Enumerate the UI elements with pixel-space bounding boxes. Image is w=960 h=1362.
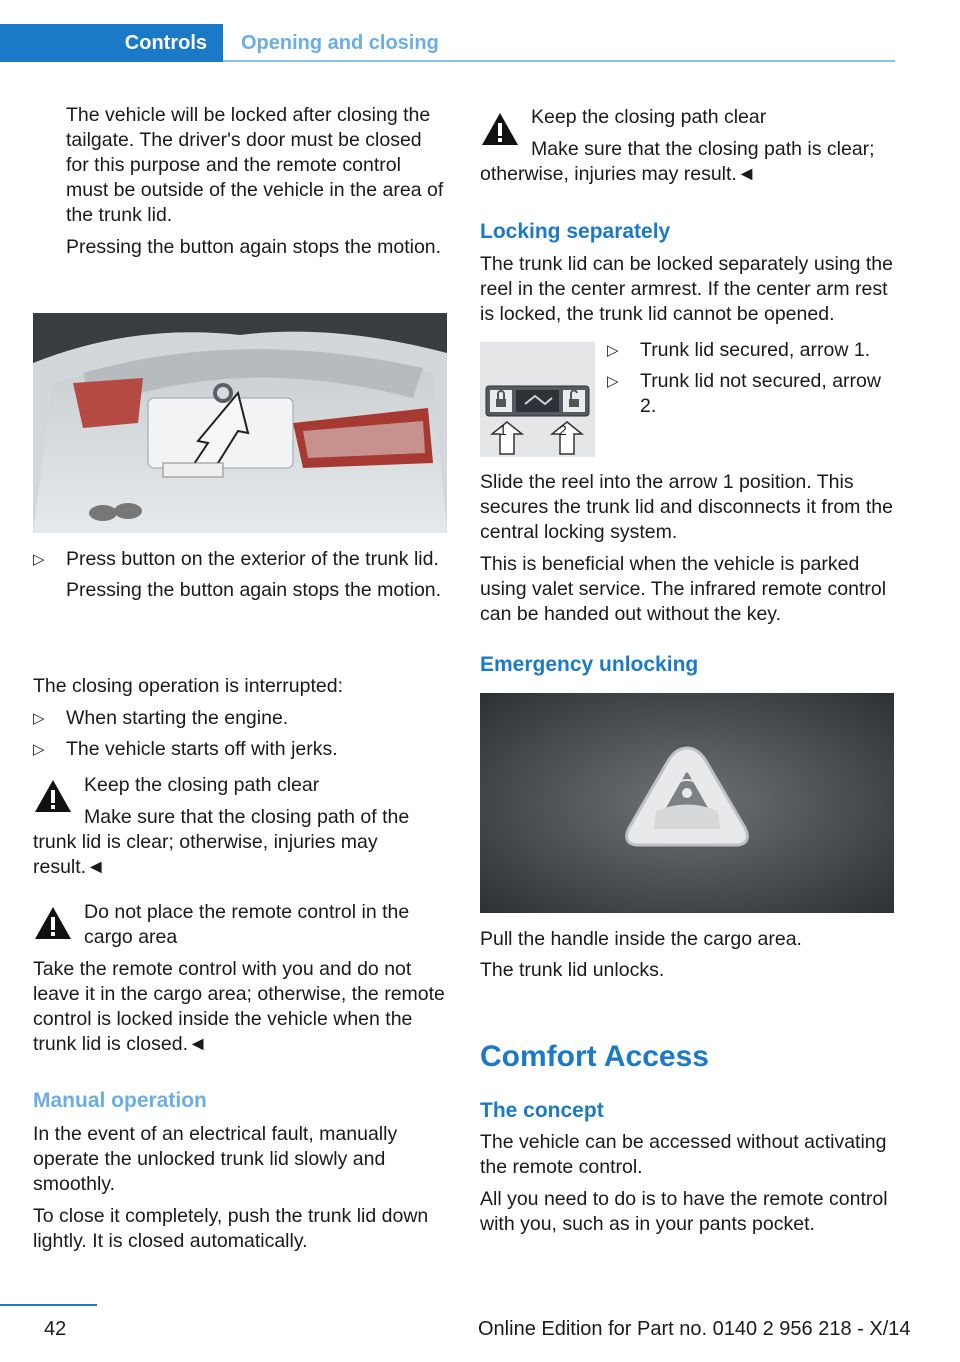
concept-paragraph-1: The vehicle can be accessed without activating the remote control. [480,1131,887,1178]
bullet-trunk-secured: ▷ Trunk lid secured, arrow 1. [607,339,871,361]
right-warning-body: Make sure that the closing path is clear; otherwise, injuries may result.◄ [480,138,875,185]
bullet-triangle-icon: ▷ [33,551,45,568]
warning2-title: Do not place the remote control in the cargo area [84,901,410,948]
locking-paragraph: The trunk lid can be locked separately using the reel in the center armrest. If the center arm rest is locked, the trunk lid cannot be opened. [480,253,893,325]
trunk-button-photo [33,313,447,533]
header-rule [223,60,895,62]
heading-manual-operation: Manual operation [33,1089,207,1112]
heading-locking-separately: Locking separately [480,220,671,243]
warning1-body: Make sure that the closing path of the trunk lid is clear; otherwise, injuries may result.◄ [33,806,410,878]
warning2-body: Take the remote control with you and do not leave it in the cargo area; otherwise, the remote control is locked inside the vehicle when the trunk lid is closed.◄ [33,958,445,1055]
pull-handle-paragraph: Pull the handle inside the cargo area. [480,928,802,950]
bullet-triangle-icon: ▷ [607,373,619,390]
arrow-label-1: 1 [499,422,507,438]
bullet-press-button: ▷ Press button on the exterior of the trunk lid. Pressing the button again stops the motion. [33,548,442,601]
valet-paragraph: This is beneficial when the vehicle is parked using valet service. The infrared remote control can be handed out without the key. [480,553,887,625]
footer-rule [0,1304,97,1306]
right-warning-title: Keep the closing path clear [531,106,767,128]
emergency-handle-illustration [480,693,894,913]
warning-icon [33,905,73,941]
bullet-starts-jerks: ▷ The vehicle starts off with jerks. [33,738,338,760]
page-number: 42 [44,1318,67,1340]
warning1-title: Keep the closing path clear [84,774,320,796]
concept-paragraph-2: All you need to do is to have the remote control with you, such as in your pants pocket. [480,1188,888,1235]
heading-comfort-access: Comfort Access [480,1040,709,1073]
slide-paragraph: Slide the reel into the arrow 1 position. This secures the trunk lid and disconnects it from the central locking system. [480,471,893,543]
reel-lock-image [480,342,595,457]
bullet-triangle-icon: ▷ [33,741,45,758]
intro-paragraph: The vehicle will be locked after closing the tailgate. The driver's door must be closed for this purpose and the remote control must be outside of the vehicle in the area of the trunk lid. [66,104,444,226]
trunk-illustration [33,313,447,533]
manual-paragraph-2: To close it completely, push the trunk lid down lightly. It is closed automatically. [33,1205,429,1252]
bullet-trunk-not-secured: ▷ Trunk lid not secured, arrow 2. [607,370,881,417]
heading-the-concept: The concept [480,1099,604,1122]
intro-stop-paragraph: Pressing the button again stops the motion. [66,236,442,258]
arrow-label-2: 2 [559,422,567,438]
manual-paragraph-1: In the event of an electrical fault, manually operate the unlocked trunk lid slowly and smoothly. [33,1123,398,1195]
bullet-starting-engine: ▷ When starting the engine. [33,707,289,729]
heading-emergency-unlocking: Emergency unlocking [480,653,699,676]
bullet-triangle-icon: ▷ [33,710,45,727]
emergency-handle-photo [480,693,894,913]
section-tab-controls[interactable]: Controls [0,24,223,62]
interrupted-intro: The closing operation is interrupted: [33,675,344,697]
trunk-unlocks-paragraph: The trunk lid unlocks. [480,959,665,981]
footer-edition: Online Edition for Part no. 0140 2 956 218 - X/14 [478,1318,911,1340]
reel-illustration [480,342,595,457]
page-header [0,24,895,62]
section-tab-opening-closing[interactable]: Opening and closing [241,32,439,54]
bullet-triangle-icon: ▷ [607,342,619,359]
